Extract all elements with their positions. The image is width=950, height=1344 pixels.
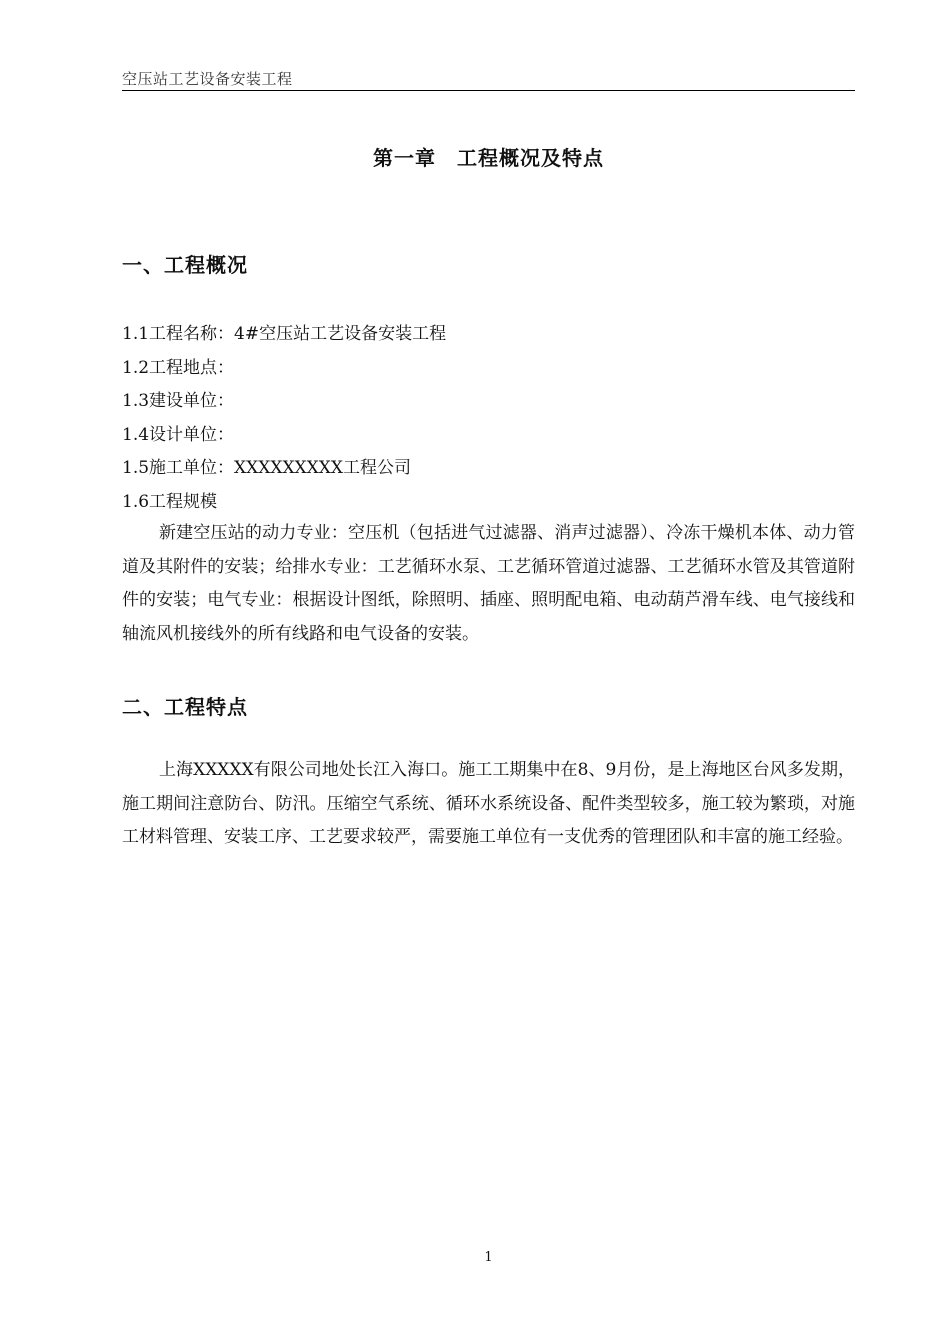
info-item-contractor: 1.5施工单位：XXXXXXXXX工程公司 [122, 458, 411, 479]
chapter-title: 第一章 工程概况及特点 [373, 146, 604, 170]
info-item-owner: 1.3建设单位： [122, 391, 235, 412]
running-title: 空压站工艺设备安装工程 [122, 70, 293, 88]
info-item-designer: 1.4设计单位： [122, 424, 235, 445]
info-item-scale: 1.6工程规模 [122, 491, 218, 512]
page-number: 1 [484, 1250, 493, 1265]
project-info-list [122, 320, 855, 522]
scope-paragraph: 新建空压站的动力专业：空压机（包括进气过滤器、消声过滤器）、冷冻干燥机本体、动力管道及其附件的安装；给排水专业：工艺循环水泵、工艺循环管道过滤器、工艺循环水管及其管道附件的安装；电气专业：根据设计图纸，除照明、插座、照明配电箱、电动葫芦滑车线、电气接线和轴流风机接线外的所有线路和电气设备的安装。 [122, 523, 855, 644]
info-item-location: 1.2工程地点： [122, 357, 235, 378]
page-header [122, 66, 855, 91]
section-heading-overview: 一、工程概况 [122, 253, 248, 277]
section-heading-features: 二、工程特点 [122, 695, 248, 719]
features-paragraph: 上海XXXXX有限公司地处长江入海口。施工工期集中在8、9月份，是上海地区台风多发期，施工期间注意防台、防汛。压缩空气系统、循环水系统设备、配件类型较多，施工较为繁琐，对施工材料管理、安装工序、工艺要求较严，需要施工单位有一支优秀的管理团队和丰富的施工经验。 [122, 760, 855, 848]
info-item-name: 1.1工程名称：4#空压站工艺设备安装工程 [122, 324, 447, 344]
